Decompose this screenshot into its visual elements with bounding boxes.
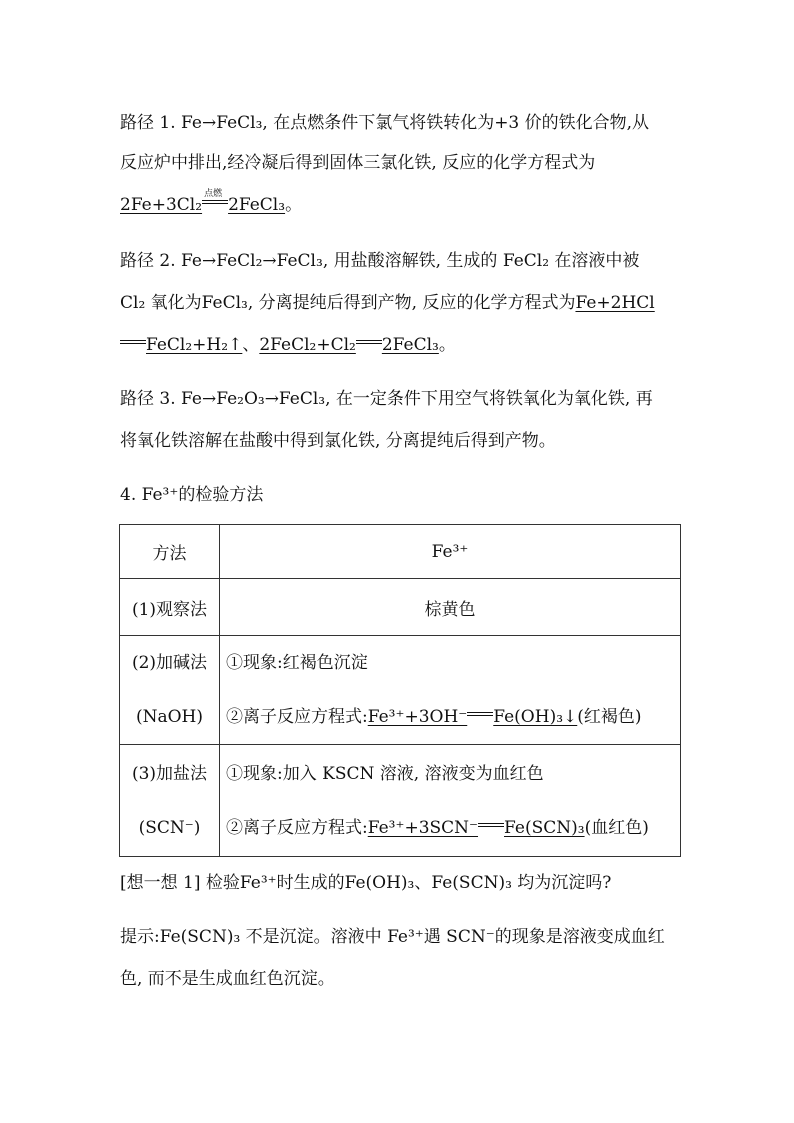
p3-line2: 将氧化铁溶解在盐酸中得到氯化铁, 分离提纯后得到产物。 xyxy=(120,431,556,451)
p2-eq2-left: 2FeCl₂+Cl₂ xyxy=(259,335,356,355)
table-head-ion: Fe³⁺ xyxy=(220,525,681,579)
equals-sign xyxy=(202,189,228,208)
p2-eq1-left: Fe+2HCl xyxy=(575,293,655,313)
p1-line2: 反应炉中排出,经冷凝后得到固体三氯化铁, 反应的化学方程式为 xyxy=(120,153,596,173)
hint-line1: 提示:Fe(SCN)₃ 不是沉淀。溶液中 Fe³⁺遇 SCN⁻的现象是溶液变成血红 xyxy=(120,927,665,947)
p3-line1: 路径 3. Fe→Fe₂O₃→FeCl₃, 在一定条件下用空气将铁氧化为氧化铁, 再 xyxy=(120,389,653,409)
equals-sign xyxy=(478,821,504,831)
fe3-test-table xyxy=(119,524,681,857)
p1-line1: 路径 1. Fe→FeCl₃, 在点燃条件下氯气将铁转化为+3 价的铁化合物,从 xyxy=(120,113,650,133)
r2-note: (红褐色) xyxy=(577,707,642,727)
r3-method-b: (SCN⁻) xyxy=(138,817,201,838)
r3-eq-label: ②离子反应方程式: xyxy=(226,817,368,838)
section-title: 4. Fe³⁺的检验方法 xyxy=(120,485,264,505)
think-question: [想一想 1] 检验Fe³⁺时生成的Fe(OH)₃、Fe(SCN)₃ 均为沉淀吗? xyxy=(120,873,612,893)
r2-phenomenon: ①现象:红褐色沉淀 xyxy=(226,653,368,673)
r1-method: (1)观察法 xyxy=(120,579,220,636)
p2-end: 。 xyxy=(438,335,456,355)
equals-sign xyxy=(356,338,382,348)
r3-detail xyxy=(220,745,681,857)
r2-detail xyxy=(220,636,681,745)
p2-line3 xyxy=(120,330,456,355)
hint-line2: 色, 而不是生成血红色沉淀。 xyxy=(120,969,335,989)
r2-eq-label: ②离子反应方程式: xyxy=(226,707,368,727)
p2-line2-text: Cl₂ 氧化为FeCl₃, 分离提纯后得到产物, 反应的化学方程式为 xyxy=(120,293,576,313)
r3-method xyxy=(120,745,220,857)
p1-equation xyxy=(120,190,302,215)
r3-eq-right: Fe(SCN)₃ xyxy=(504,817,585,838)
r3-eq-left: Fe³⁺+3SCN⁻ xyxy=(367,817,479,838)
r2-method-b: (NaOH) xyxy=(135,707,204,727)
r3-note: (血红色) xyxy=(584,817,649,838)
r2-eq-left: Fe³⁺+3OH⁻ xyxy=(367,707,468,727)
r2-method-a: (2)加碱法 xyxy=(131,653,208,673)
p2-line2 xyxy=(120,288,655,313)
p2-sep: 、 xyxy=(242,335,260,355)
r3-equation xyxy=(226,801,680,855)
r1-value: 棕黄色 xyxy=(220,579,681,636)
eq-condition: 点燃 xyxy=(204,189,223,199)
r3-phenomenon: ①现象:加入 KSCN 溶液, 溶液变为血红色 xyxy=(226,763,544,784)
equals-sign xyxy=(120,338,146,348)
p1-end: 。 xyxy=(285,195,303,215)
p1-eq-left: 2Fe+3Cl₂ xyxy=(120,195,203,215)
r2-equation xyxy=(226,690,680,744)
p1-eq-right: 2FeCl₃ xyxy=(228,195,286,215)
r2-eq-right: Fe(OH)₃↓ xyxy=(493,707,578,727)
r2-method xyxy=(120,636,220,745)
p2-eq1-right: FeCl₂+H₂↑ xyxy=(146,335,243,355)
equals-sign xyxy=(467,710,493,720)
p2-line1: 路径 2. Fe→FeCl₂→FeCl₃, 用盐酸溶解铁, 生成的 FeCl₂ 在溶液中被 xyxy=(120,251,640,271)
r3-method-a: (3)加盐法 xyxy=(131,763,208,784)
table-head-method: 方法 xyxy=(120,525,220,579)
p2-eq2-right: 2FeCl₃ xyxy=(381,335,439,355)
